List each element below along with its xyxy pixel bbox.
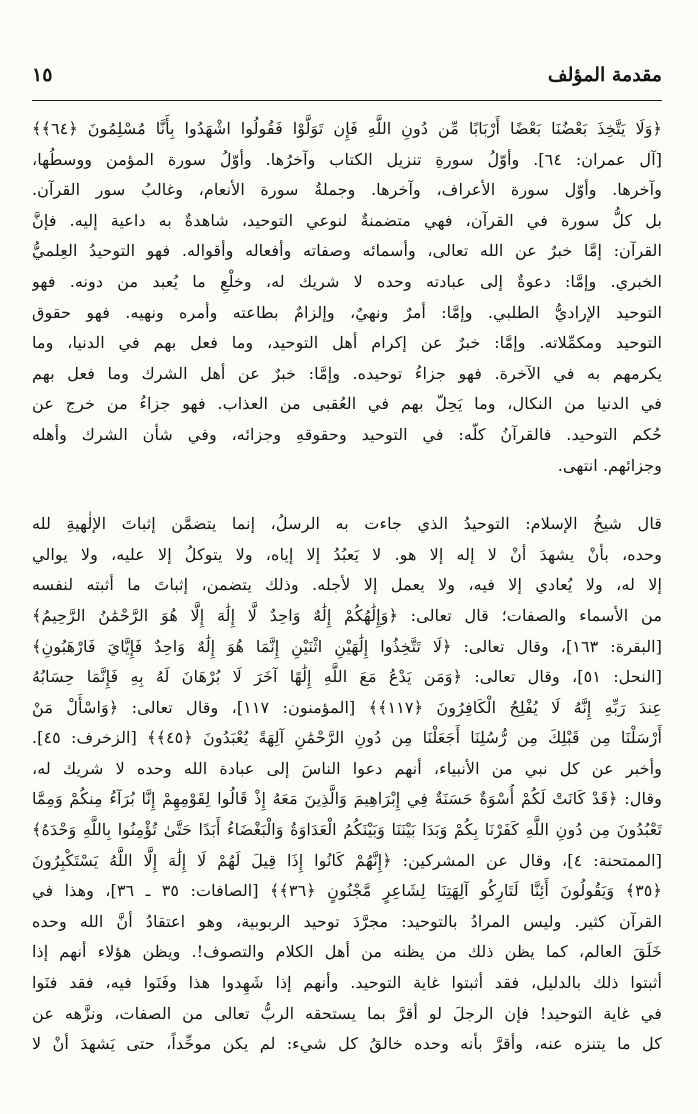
text-line: أَرْسَلْنَا مِن قَبْلِكَ مِن رُّسُلِنَا أَجَعَلْنَا مِن دُونِ الرَّحْمَٰنِ آلِهَةً يُعْبَدُونَ ﴿٤٥﴾﴾ [الزخرف: ٤٥]. (32, 728, 662, 748)
text-line: وحده، بأنْ يشهدَ أنْ لا إله إلا هو. لا يَعبُدُ إلا إياه، ولا يتوكلُ إلا عليه، ولا يوالي (32, 544, 662, 564)
paragraph-1 (32, 114, 662, 481)
text-line: إلا له، ولا يُعادي إلا فيه، ولا يعمل إلا لأجله. وذلك يتضمن، إثباتَ ما أثبته لنفسه (32, 575, 662, 595)
text-line: التوحيد ومكمِّلاته. وإمَّا: خبرٌ عن إكرام أهل التوحيد، وما فعل بهم في الدنيا، وما (32, 333, 662, 353)
text-line: كل ما يتنزه عنه، وأقرَّ بأنه وحده خالقُ كل شيء: لم يكن موحِّداً، حتى يَشهدَ أنْ لا (32, 1034, 662, 1054)
text-line: قال شيخُ الإسلام: التوحيدُ الذي جاءت به الرسلُ، إنما يتضمَّن إثباتَ الإلٰهيةِ لله (32, 514, 662, 534)
running-header (32, 62, 662, 101)
text-line: في غاية التوحيد! فإن الرجلَ لو أقرَّ بما يستحقه الربُّ تعالى من الصفات، ونزَّهه عن (32, 1003, 662, 1023)
text-line: من الأسماء والصفات؛ قال تعالى: ﴿وَإِلَٰهُكُمْ إِلَٰهٌ وَاحِدٌ لَّا إِلَٰهَ إِلَّا هُوَ الرَّحْمَٰنُ الرَّحِيمُ﴾ (32, 605, 662, 625)
text-line: وأخبر عن كل نبي من الأنبياء، أنهم دعوا الناسَ إلى عبادة الله وحده لا شريك له، (32, 758, 662, 778)
text-line: يكرمهم به في الآخرة. فهو جزاءُ توحيده. وإمَّا: خبرٌ عن أهل الشرك وما فعل بهم (32, 363, 662, 383)
text-line: أثبتوا ذلك بالدليل، فقد أثبتوا غاية التوحيد. وأنهم إذا شَهِدوا هذا وفَنَوا فيه، فقد فنَوا (32, 973, 662, 993)
section-title: مقدمة المؤلف (547, 64, 662, 86)
text-line: التوحيد الإراديُّ الطلبي. وإمَّا: أمرٌ ونهيٌ، وإلزامٌ بطاعته وأمره ونهيه. فهو حقوق (32, 302, 662, 322)
text-line: القرآن كثير. وليس المرادُ بالتوحيد: مجرَّدَ توحيد الربوبية، وهو اعتقادُ أنَّ الله وحده (32, 911, 662, 931)
text-line: وآخرها. وأوّل سورة الأعراف، وآخرها. وجملةُ سورة الأنعام، وغالبُ سور القرآن. (32, 180, 662, 200)
text-line: [آل عمران: ٦٤]. وأوّلُ سورةِ تنزيل الكتاب وآخرُها. وأوّلُ سورة المؤمن ووسطُها، (32, 149, 662, 169)
body-text (32, 114, 662, 1060)
text-line: في الدنيا من النكال، وما يَحِلّ بهم في العُقبى من العذاب. فهو جزاءُ من خرج عن (32, 394, 662, 414)
text-line: [الممتحنة: ٤]، وقال عن المشركين: ﴿إِنَّهُمْ كَانُوا إِذَا قِيلَ لَهُمْ لَا إِلَٰهَ إِلَّا اللَّهُ يَسْتَكْبِرُونَ (32, 850, 662, 870)
text-line: ﴿وَلَا يَتَّخِذَ بَعْضُنَا بَعْضًا أَرْبَابًا مِّن دُونِ اللَّهِ فَإِن تَوَلَّوْا فَقُولُوا اشْهَدُوا بِأَنَّا مُسْلِمُونَ ﴿٦٤﴾﴾ (32, 119, 662, 138)
text-line: الخبري. وإمَّا: دعوةٌ إلى عبادته وحده لا شريك له، وخلْعِ ما يُعبد من دونه. فهو (32, 271, 662, 291)
page-number: ١٥ (32, 64, 53, 86)
text-line: عِندَ رَبِّهِ إِنَّهُ لَا يُفْلِحُ الْكَافِرُونَ ﴿١١٧﴾﴾ [المؤمنون: ١١٧]، وقال تعالى: ﴿وَاسْأَلْ مَنْ (32, 697, 662, 717)
paragraph-2 (32, 509, 662, 1060)
text-line: وجزائهم. انتهى. (557, 455, 662, 475)
text-line: [النحل: ٥١]، وقال تعالى: ﴿وَمَن يَدْعُ مَعَ اللَّهِ إِلَٰهًا آخَرَ لَا بُرْهَانَ لَهُ بِهِ فَإِنَّمَا حِسَابُهُ (32, 667, 662, 687)
text-line: خَلَقَ العالم، كما يظن ذلك من يظنه من أهل الكلام والتصوف!. ويظن هؤلاء أنهم إذا (32, 942, 662, 962)
text-line: ﴿٣٥﴾ وَيَقُولُونَ أَئِنَّا لَتَارِكُو آلِهَتِنَا لِشَاعِرٍ مَّجْنُونٍ ﴿٣٦﴾﴾ [الصافات: ٣٥ ـ ٣٦]، وهذا في (32, 881, 662, 901)
text-line: وقال: ﴿قَدْ كَانَتْ لَكُمْ أُسْوَةٌ حَسَنَةٌ فِي إِبْرَاهِيمَ وَالَّذِينَ مَعَهُ إِذْ قَالُوا لِقَوْمِهِمْ إِنَّا بُرَآءُ مِنكُمْ وَمِمَّا (32, 789, 662, 809)
text-line: تَعْبُدُونَ مِن دُونِ اللَّهِ كَفَرْنَا بِكُمْ وَبَدَا بَيْنَنَا وَبَيْنَكُمُ الْعَدَاوَةُ وَالْبَغْضَاءُ أَبَدًا حَتَّىٰ تُؤْمِنُوا بِاللَّهِ وَحْدَهُ﴾ (32, 820, 662, 840)
text-line: القرآن: إمَّا خبرٌ عن الله تعالى، وأسمائه وصفاته وأفعاله وأقواله. فهو التوحيدُ العِلميُّ (32, 241, 662, 261)
text-line: حُكم التوحيد. فالقرآنُ كلّه: في التوحيد وحقوقهِ وجزائه، وفي شأن الشرك وأهله (32, 424, 662, 444)
text-line: [البقرة: ١٦٣]، وقال تعالى: ﴿لَا تَتَّخِذُوا إِلَٰهَيْنِ اثْنَيْنِ إِنَّمَا هُوَ إِلَٰهٌ وَاحِدٌ فَإِيَّايَ فَارْهَبُونِ﴾ (32, 636, 662, 656)
text-line: بل كلُّ سورة في القرآن، فهي متضمنةٌ لنوعي التوحيد، شاهدةٌ به داعية إليه. فإنَّ (32, 210, 662, 230)
